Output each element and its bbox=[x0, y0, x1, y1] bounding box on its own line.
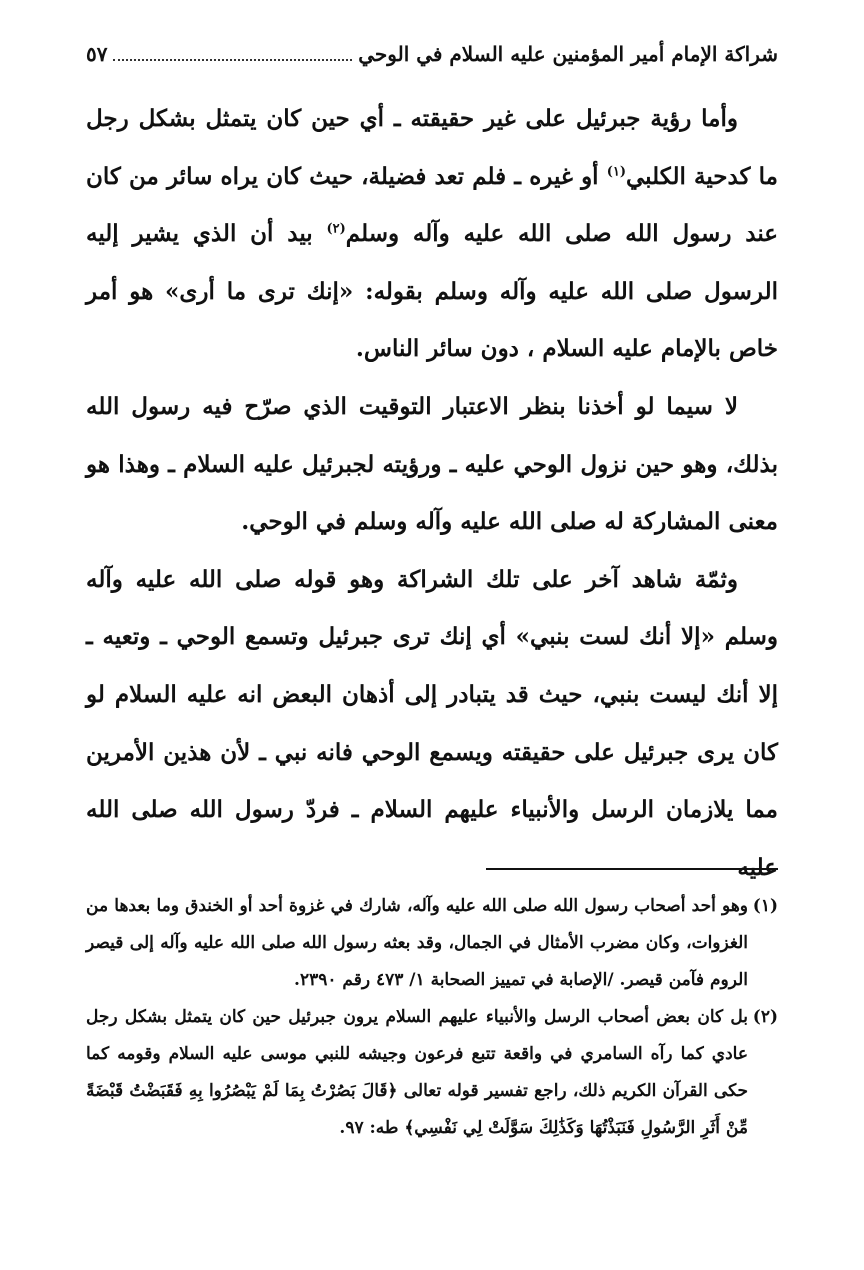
paragraph-1 bbox=[86, 90, 778, 378]
page-number: ٥٧ bbox=[86, 42, 108, 66]
hadith-quote-1: إنك ترى ما أرى bbox=[179, 277, 339, 305]
leader-dots bbox=[113, 59, 352, 61]
p3-part-b: » أي إنك ترى جبرئيل وتسمع الوحي ـ وتعيه ـ إلا أنك ليست بنبي، حيث قد يتبادر إلى أذهان البعض انه عليه السلام لو كان يرى جبرئيل على حقيقته ويسمع الوحي فانه نبي ـ لأن هذين الأمرين مما يلازمان الرسل والأنبياء عليهم السلام ـ فردّ رسول الله صلى الله عليه bbox=[86, 623, 778, 881]
footnote-1 bbox=[86, 888, 778, 999]
paragraph-2: لا سيما لو أخذنا بنظر الاعتبار التوقيت الذي صرّح فيه رسول الله بذلك، وهو حين نزول الوحي عليه ـ ورؤيته لجبرئيل عليه السلام ـ وهذا هو معنى المشاركة له صلى الله عليه وآله وسلم في الوحي. bbox=[86, 392, 778, 536]
p1-part-c: بيد أن الذي يشير إليه الرسول صلى الله عليه وآله وسلم بقوله: « bbox=[86, 220, 778, 305]
footnotes bbox=[86, 888, 778, 1147]
footnote-1-number: (١) bbox=[752, 896, 778, 916]
hadith-quote-2: إلا أنك لست بنبي bbox=[530, 623, 701, 651]
footnote-2-number: (٢) bbox=[752, 1007, 778, 1027]
footnote-2 bbox=[86, 999, 778, 1147]
p3-part-a: وثمّة شاهد آخر على تلك الشراكة وهو قوله صلى الله عليه وآله وسلم « bbox=[86, 565, 778, 651]
page-header bbox=[86, 36, 778, 72]
p1-part-a: وأما رؤية جبرئيل على غير حقيقته ـ أي حين كان يتمثل بشكل رجل ما كدحية الكلبي bbox=[86, 105, 778, 190]
footnote-1-text: وهو أحد أصحاب رسول الله صلى الله عليه وآله، شارك في غزوة أحد أو الخندق وما بعدها من الغزوات، وكان مضرب الأمثال في الجمال، وقد بعثه رسول الله صلى الله عليه وآله إلى قيصر الروم فآمن قيصر. /الإصابة في تمييز الصحابة ١/ ٤٧٣ رقم ٢٣٩٠. bbox=[86, 896, 748, 990]
main-text bbox=[86, 90, 778, 896]
footnote-2-text: بل كان بعض أصحاب الرسل والأنبياء عليهم السلام يرون جبرئيل حين كان يتمثل بشكل رجل عادي كما رآه السامري في واقعة تتبع فرعون وجيشه للنبي موسى عليه السلام وقومه كما حكى القرآن الكريم ذلك، راجع تفسير قوله تعالى ﴿قَالَ بَصُرْتُ بِمَا لَمْ يَبْصُرُوا بِهِ فَقَبَضْتُ قَبْضَةً مِّنْ أَثَرِ الرَّسُولِ فَنَبَذْتُهَا وَكَذَٰلِكَ سَوَّلَتْ لِي نَفْسِي﴾ طه: ٩٧. bbox=[86, 1007, 748, 1138]
footnote-ref-1: (١) bbox=[606, 163, 627, 179]
p1-part-b: أو غيره ـ فلم تعد فضيلة، حيث كان يراه سائر من كان عند رسول الله صلى الله عليه وآله وسلم bbox=[86, 162, 778, 248]
paragraph-3 bbox=[86, 551, 778, 897]
running-title: شراكة الإمام أمير المؤمنين عليه السلام في الوحي bbox=[358, 42, 778, 66]
p1-part-d: » هو أمر خاص بالإمام عليه السلام ، دون سائر الناس. bbox=[86, 277, 778, 363]
footnote-separator bbox=[486, 868, 778, 870]
footnote-ref-2: (٢) bbox=[326, 221, 346, 237]
